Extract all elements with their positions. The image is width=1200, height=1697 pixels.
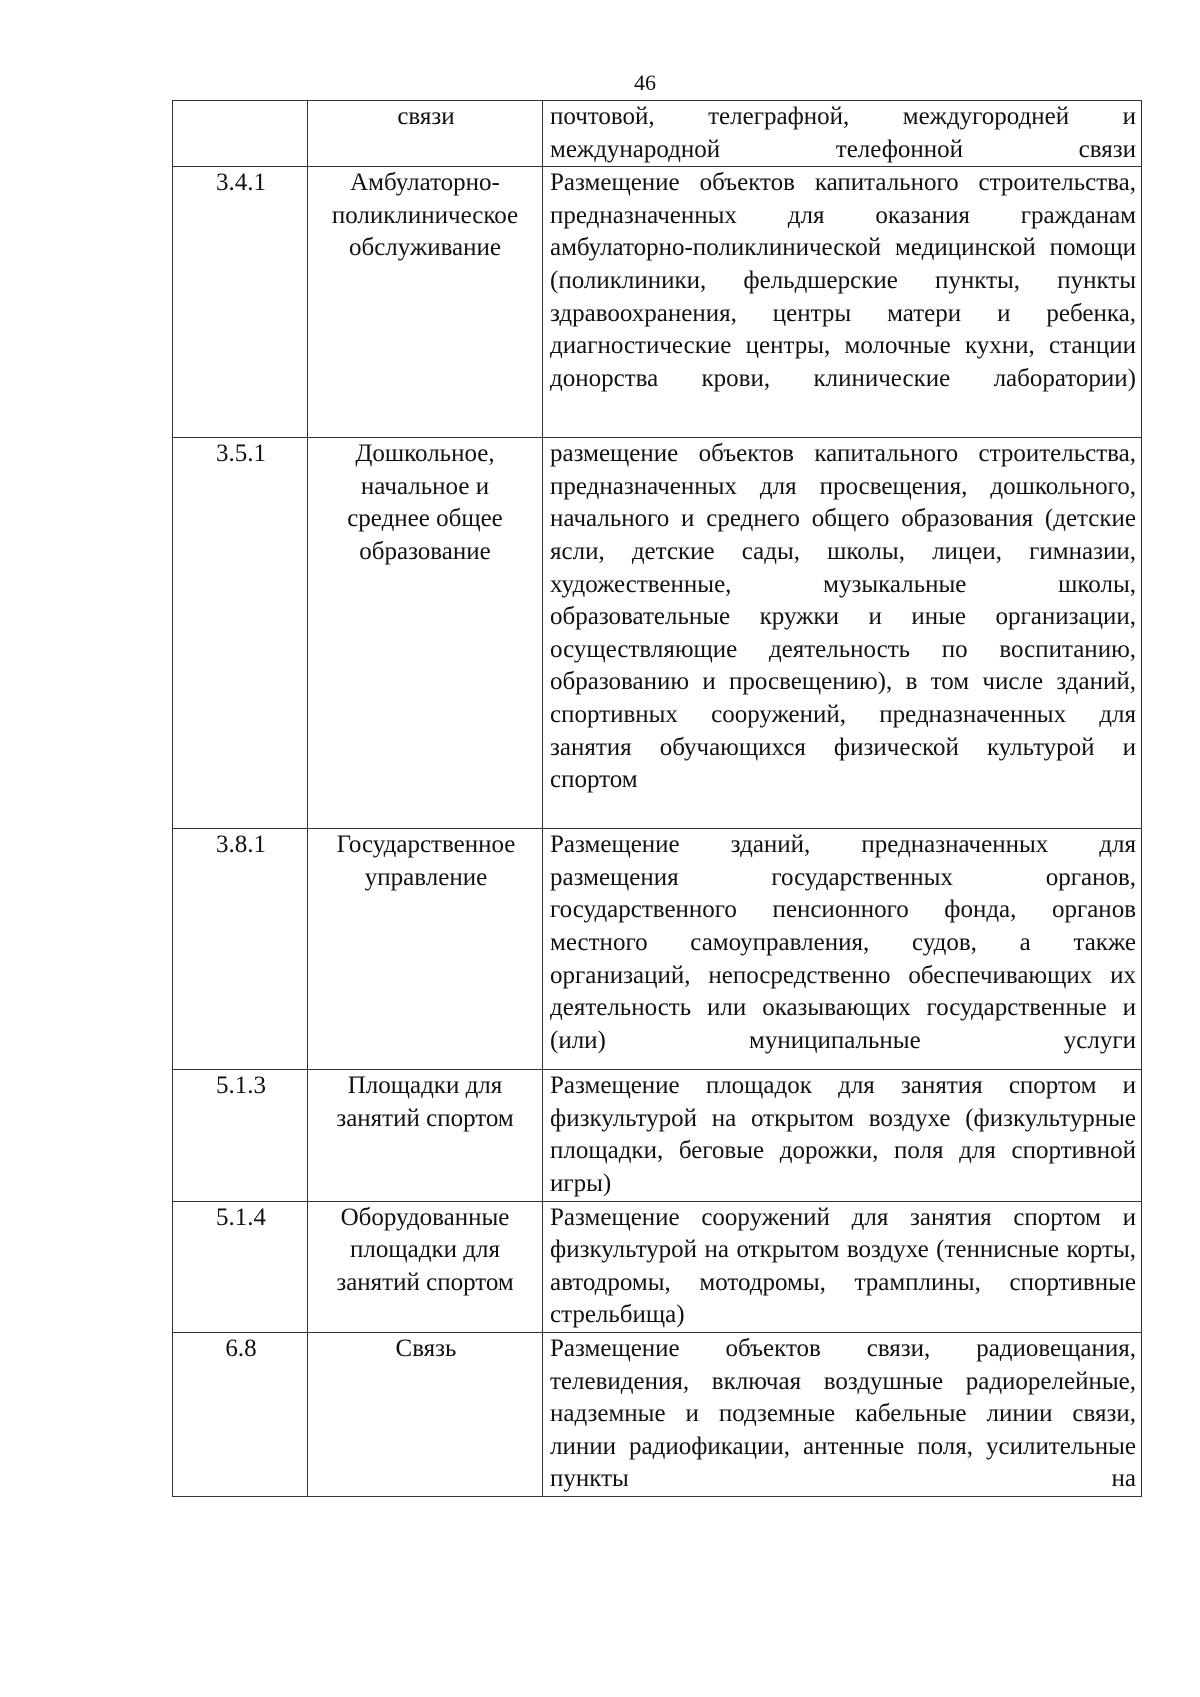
row-description: Размещение объектов связи, радиовещания, телевидения, включая воздушные радиорелейные, надземные и подземные кабельные линии связи, линии радиофикации, антенные поля, усилительные пункты на — [543, 1332, 1142, 1496]
row-name: Дошкольное, начальное и среднее общее образование — [308, 438, 543, 829]
row-name: Связь — [308, 1332, 543, 1496]
row-code: 5.1.3 — [173, 1070, 308, 1201]
row-code: 3.4.1 — [173, 167, 308, 438]
row-description: размещение объектов капитального строительства, предназначенных для просвещения, дошкольного, начального и среднего общего образования (детские ясли, детские сады, школы, лицеи, гимназии, художественные, музыкальные школы, образовательные кружки и иные организации, осуществляющие деятельность по воспитанию, образованию и просвещению), в том числе зданий, спортивных сооружений, предназначенных для занятия обучающихся физической культурой и спортом — [543, 438, 1142, 829]
row-name: Площадки для занятий спортом — [308, 1070, 543, 1201]
row-description: Размещение объектов капитального строительства, предназначенных для оказания гражданам амбулаторно-поликлинической медицинской помощи (поликлиники, фельдшерские пункты, пункты здравоохранения, центры матери и ребенка, диагностические центры, молочные кухни, станции донорства крови, клинические лаборатории) — [543, 167, 1142, 438]
row-code: 3.5.1 — [173, 438, 308, 829]
row-name: связи — [308, 101, 543, 167]
table-row — [173, 1070, 1142, 1201]
table-row — [173, 1201, 1142, 1332]
row-name: Государственное управление — [308, 829, 543, 1070]
row-description: почтовой, телеграфной, междугородней и международной телефонной связи — [543, 101, 1142, 167]
row-description: Размещение сооружений для занятия спортом и физкультурой на открытом воздухе (теннисные корты, автодромы, мотодромы, трамплины, спортивные стрельбища) — [543, 1201, 1142, 1332]
table-row — [173, 167, 1142, 438]
table-row — [173, 829, 1142, 1070]
table-row — [173, 1332, 1142, 1496]
row-code: 3.8.1 — [173, 829, 308, 1070]
row-description: Размещение площадок для занятия спортом и физкультурой на открытом воздухе (физкультурные площадки, беговые дорожки, поля для спортивной игры) — [543, 1070, 1142, 1201]
row-code: 5.1.4 — [173, 1201, 308, 1332]
land-use-table — [172, 100, 1142, 1497]
row-name: Амбулаторно-поликлиническое обслуживание — [308, 167, 543, 438]
page-number: 46 — [634, 70, 656, 95]
row-description: Размещение зданий, предназначенных для размещения государственных органов, государственного пенсионного фонда, органов местного самоуправления, судов, а также организаций, непосредственно обеспечивающих их деятельность или оказывающих государственные и (или) муниципальные услуги — [543, 829, 1142, 1070]
table-row — [173, 101, 1142, 167]
row-code: 6.8 — [173, 1332, 308, 1496]
table-row — [173, 438, 1142, 829]
row-code — [173, 101, 308, 167]
row-name: Оборудованные площадки для занятий спортом — [308, 1201, 543, 1332]
